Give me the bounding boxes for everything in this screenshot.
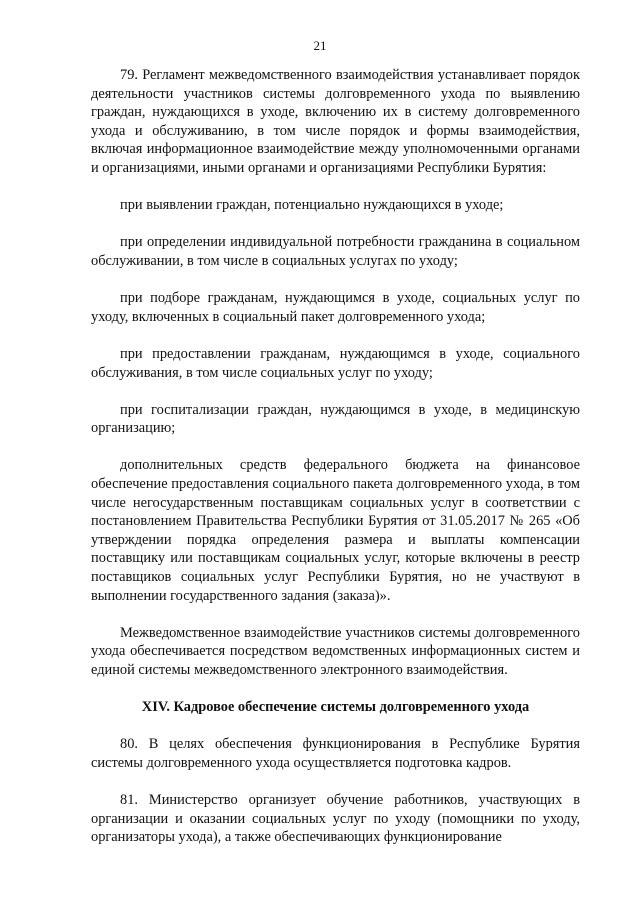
list-item-service-selection: при подборе гражданам, нуждающимся в уходе, социальных услуг по уходу, включенных в социальный пакет долговременного ухода; [91,290,580,325]
paragraph-additional-funds: дополнительных средств федерального бюджета на финансовое обеспечение предоставления социального пакета долговременного ухода, в том числе негосударственным поставщикам социальных услуг в соответствии с постановлением Правительства Республики Бурятия от 31.05.2017 № 265 «Об утверждении порядка определения размера и выплаты компенсации поставщику или поставщикам социальных услуг, которые включены в реестр поставщиков социальных услуг Республики Бурятия, но не участвуют в выполнении государственного задания (заказа)». [91,457,580,604]
paragraph-80: 80. В целях обеспечения функционирования в Республике Бурятия системы долговременного ухода осуществляется подготовка кадров. [91,736,580,771]
paragraph-81: 81. Министерство организует обучение работников, участвующих в организации и оказании социальных услуг по уходу (помощники по уходу, организаторы ухода), а также обеспечивающих функционирование [91,792,580,846]
page-number: 21 [313,38,327,53]
list-item-identification: при выявлении граждан, потенциально нуждающихся в уходе; [120,197,504,214]
list-item-individual-need: при определении индивидуальной потребности гражданина в социальном обслуживании, в том числе в социальных услугах по уходу; [91,234,580,269]
paragraph-interagency-systems: Межведомственное взаимодействие участников системы долговременного ухода обеспечивается посредством ведомственных информационных систем и единой системы межведомственного электронного взаимодействия. [91,624,580,678]
list-item-hospitalization: при госпитализации граждан, нуждающимся в уходе, в медицинскую организацию; [91,401,580,437]
section-heading: XIV. Кадровое обеспечение системы долговременного ухода [141,699,530,716]
list-item-service-provision: при предоставлении гражданам, нуждающимся в уходе, социального обслуживания, в том числе социальных услуг по уходу; [91,345,580,381]
document-body [91,66,580,866]
paragraph-79: 79. Регламент межведомственного взаимодействия устанавливает порядок деятельности участников системы долговременного ухода по выявлению граждан, нуждающихся в уходе, включению их в систему долговременного ухода и обслуживанию, в том числе порядок и формы взаимодействия, включая информационное взаимодействие между уполномоченными органами и организациями, иными органами и организациями Республики Бурятия: [91,67,580,176]
